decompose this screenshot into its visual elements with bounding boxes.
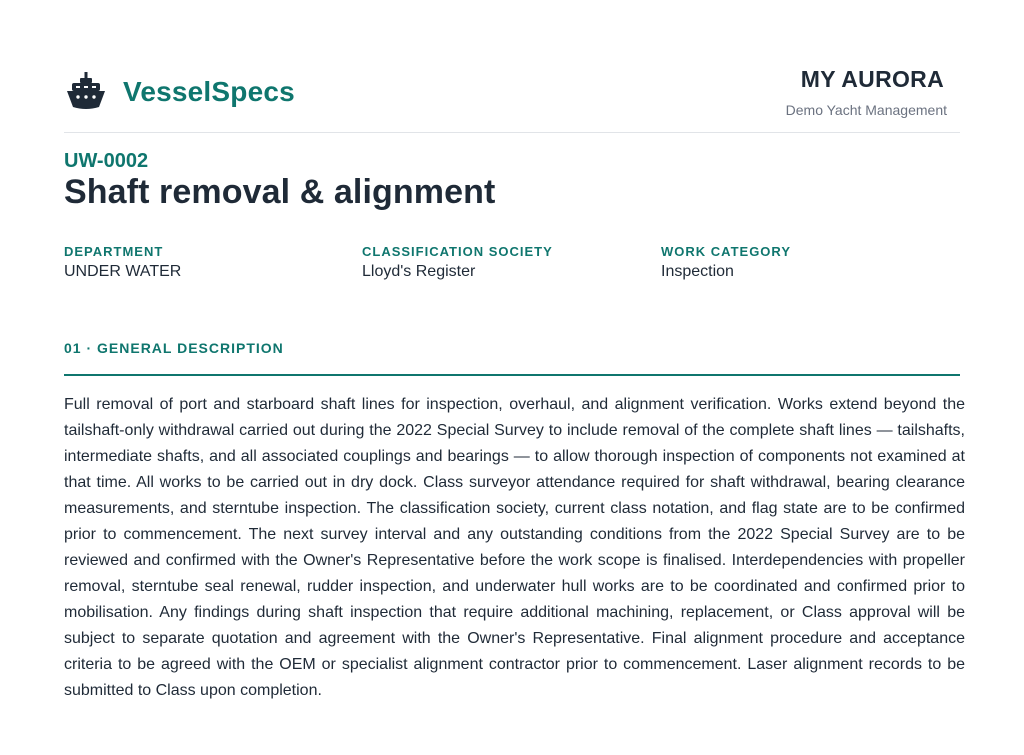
page-title: Shaft removal & alignment (64, 173, 496, 211)
meta-label: CLASSIFICATION SOCIETY (362, 244, 553, 259)
ship-icon (64, 70, 108, 114)
meta-value: Lloyd's Register (362, 263, 476, 280)
meta-label: WORK CATEGORY (661, 244, 791, 259)
vessel-name: MY AURORA (800, 66, 944, 92)
section-title: 01 · GENERAL DESCRIPTION (64, 340, 284, 356)
vessel-subtitle: Demo Yacht Management (785, 102, 947, 118)
brand-name: VesselSpecs (123, 76, 295, 107)
meta-value: UNDER WATER (64, 263, 182, 280)
work-item-code: UW-0002 (64, 150, 149, 172)
document-header (64, 60, 960, 133)
section-header (64, 340, 960, 376)
section-body: Full removal of port and starboard shaft lines for inspection, overhaul, and alignment verification. Works extend beyond the tailshaft-only withdrawal carried out during the 2022 Special Survey to include removal of the complete shaft lines — tailshafts, intermediate shafts, and all associated couplings and bearings — to allow thorough inspection of components not examined at that time. All works to be carried out in dry dock. Class surveyor attendance required for shaft withdrawal, bearing clearance measurements, and sterntube inspection. The classification society, current class notation, and flag state are to be confirmed prior to commencement. The next survey interval and any outstanding conditions from the 2022 Special Survey are to be reviewed and confirmed with the Owner's Representative before the work scope is finalised. Interdependencies with propeller removal, sterntube seal renewal, rudder inspection, and underwater hull works are to be coordinated and confirmed prior to mobilisation. Any findings during shaft inspection that require additional machining, replacement, or Class approval will be subject to separate quotation and agreement with the Owner's Representative. Final alignment procedure and acceptance criteria to be agreed with the OEM or specialist alignment contractor prior to commencement. Laser alignment records to be submitted to Class upon completion. (64, 396, 965, 699)
vessel-block (785, 66, 947, 118)
meta-classification-society (362, 244, 553, 281)
meta-work-category (661, 244, 791, 281)
meta-label: DEPARTMENT (64, 244, 164, 259)
brand (64, 70, 295, 114)
meta-department (64, 244, 181, 281)
meta-value: Inspection (661, 263, 734, 280)
